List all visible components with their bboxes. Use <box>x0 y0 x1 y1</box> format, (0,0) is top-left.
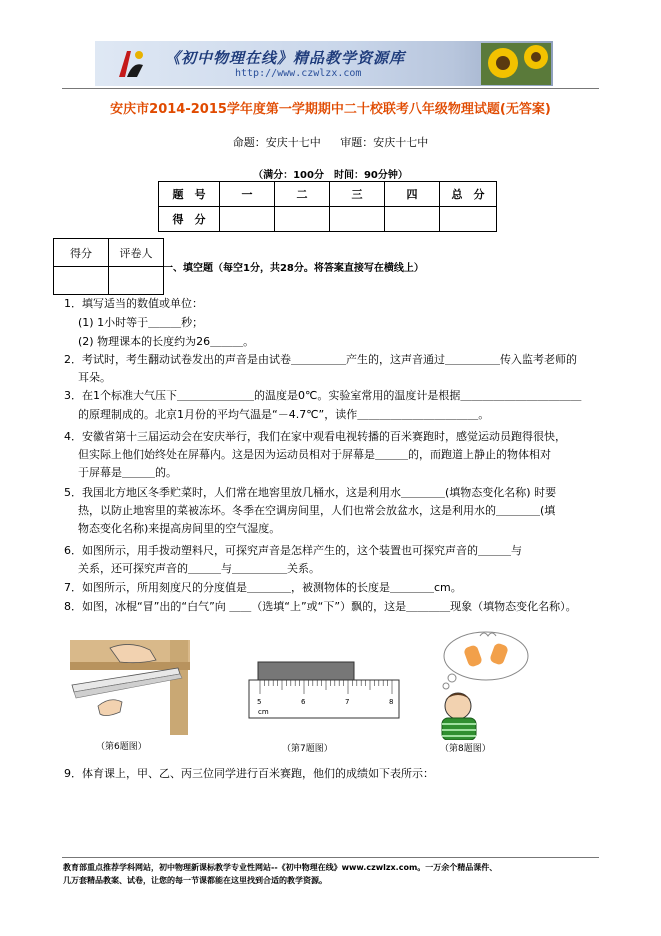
grader-score-cell[interactable] <box>54 267 109 295</box>
ruler-label: 7 <box>345 698 350 706</box>
score-header: 四 <box>385 182 440 207</box>
score-cell[interactable] <box>440 207 497 232</box>
authors-line <box>0 134 661 150</box>
question-line: 耳朵。 <box>78 371 111 384</box>
section-heading: 一、填空题（每空1分，共28分。将答案直接写在横线上） <box>163 263 424 274</box>
figure-6-ruler-pluck <box>70 640 190 735</box>
header-banner <box>95 41 553 86</box>
score-cell[interactable] <box>330 207 385 232</box>
grader-name-cell[interactable] <box>109 267 164 295</box>
page-title: 安庆市2014-2015学年度第一学期期中二十校联考八年级物理试题(无答案) <box>110 102 551 117</box>
banner-title: 《初中物理在线》精品教学资源库 <box>165 49 406 67</box>
header-rule <box>62 88 599 89</box>
ruler-label: 5 <box>257 698 262 706</box>
score-header: 总 分 <box>440 182 497 207</box>
question-line: 4．安徽省第十三届运动会在安庆举行，我们在家中观看电视转播的百米赛跑时，感觉运动员跑得很快， <box>64 430 566 443</box>
score-header: 三 <box>330 182 385 207</box>
question-line: 3．在1个标准大气压下＿＿＿＿＿＿＿的温度是0℃。实验室常用的温度计是根据＿＿＿＿＿＿＿＿＿＿＿ <box>64 389 582 402</box>
ruler-label: 6 <box>301 698 306 706</box>
question-line: 7．如图所示，所用刻度尺的分度值是＿＿＿＿，被测物体的长度是＿＿＿＿cm。 <box>64 581 462 594</box>
site-logo-icon <box>115 47 145 81</box>
footer-line: 教育部重点推荐学科网站，初中物理新课标教学专业性网站--《初中物理在线》www.czwlzx.com。一万余个精品课件、 <box>63 863 498 872</box>
question-line: (1) 1小时等于＿＿＿秒； <box>78 316 204 329</box>
question-line: (2) 物理课本的长度约为26＿＿＿。 <box>78 335 255 348</box>
question-line: 但实际上他们始终处在屏幕内。这是因为运动员相对于屏幕是＿＿＿的，而跑道上静止的物体相对 <box>78 448 551 461</box>
sunflower-icon <box>481 43 551 85</box>
question-line: 热，以防止地窖里的菜被冻坏。冬季在空调房间里，人们也常会放盆水，这是利用水的＿＿＿＿(填 <box>78 504 556 517</box>
question-line: 8．如图，冰棍“冒”出的“白气”向 ＿＿（选填“上”或“下”）飘的，这是＿＿＿＿现象（填物态变化名称）。 <box>64 600 577 613</box>
question-line: 于屏幕是＿＿＿的。 <box>78 466 177 479</box>
question-line: 6．如图所示，用手拨动塑料尺，可探究声音是怎样产生的，这个装置也可探究声音的＿＿＿与 <box>64 544 522 557</box>
question-9: 9．体育课上，甲、乙、丙三位同学进行百米赛跑，他们的成绩如下表所示： <box>64 767 434 780</box>
figure-7-ruler-measure <box>248 660 400 720</box>
question-line: 2．考试时，考生翻动试卷发出的声音是由试卷＿＿＿＿＿产生的，这声音通过＿＿＿＿＿传入监考老师的 <box>64 353 577 366</box>
score-header: 一 <box>220 182 275 207</box>
setter: 命题：安庆十七中 <box>232 136 321 149</box>
footer-rule <box>62 857 599 858</box>
score-cell[interactable] <box>275 207 330 232</box>
grader-table <box>53 238 164 295</box>
grader-score-label: 得分 <box>54 239 109 267</box>
grader-name-label: 评卷人 <box>109 239 164 267</box>
figure-caption: （第7题图） <box>282 744 333 754</box>
question-line: 物态变化名称)来提高房间里的空气湿度。 <box>78 522 281 535</box>
figure-8-popsicle-boy <box>428 628 538 740</box>
ruler-label: 8 <box>389 698 394 706</box>
question-line: 关系，还可探究声音的＿＿＿与＿＿＿＿＿关系。 <box>78 562 320 575</box>
score-cell[interactable] <box>220 207 275 232</box>
figure-caption: （第8题图） <box>440 744 491 754</box>
question-line: 1．填写适当的数值或单位： <box>64 297 203 310</box>
ruler-unit: cm <box>258 708 269 716</box>
reviewer: 审题：安庆十七中 <box>340 136 429 149</box>
banner-url: http://www.czwlzx.com <box>235 68 362 79</box>
exam-info: （满分：100分 时间：90分钟） <box>253 170 408 181</box>
score-row-label: 得 分 <box>159 207 220 232</box>
figure-caption: （第6题图） <box>96 742 147 752</box>
question-line: 5．我国北方地区冬季贮菜时，人们常在地窖里放几桶水，这是利用水＿＿＿＿(填物态变化名称) 时要 <box>64 486 557 499</box>
question-line: 的原理制成的。北京1月份的平均气温是“－4.7℃”，读作＿＿＿＿＿＿＿＿＿＿＿。 <box>78 408 490 421</box>
score-table <box>158 181 497 232</box>
score-header: 题 号 <box>159 182 220 207</box>
footer <box>63 861 603 887</box>
score-header: 二 <box>275 182 330 207</box>
score-cell[interactable] <box>385 207 440 232</box>
footer-line: 几万套精品教案、试卷，让您的每一节课都能在这里找到合适的教学资源。 <box>63 876 327 885</box>
